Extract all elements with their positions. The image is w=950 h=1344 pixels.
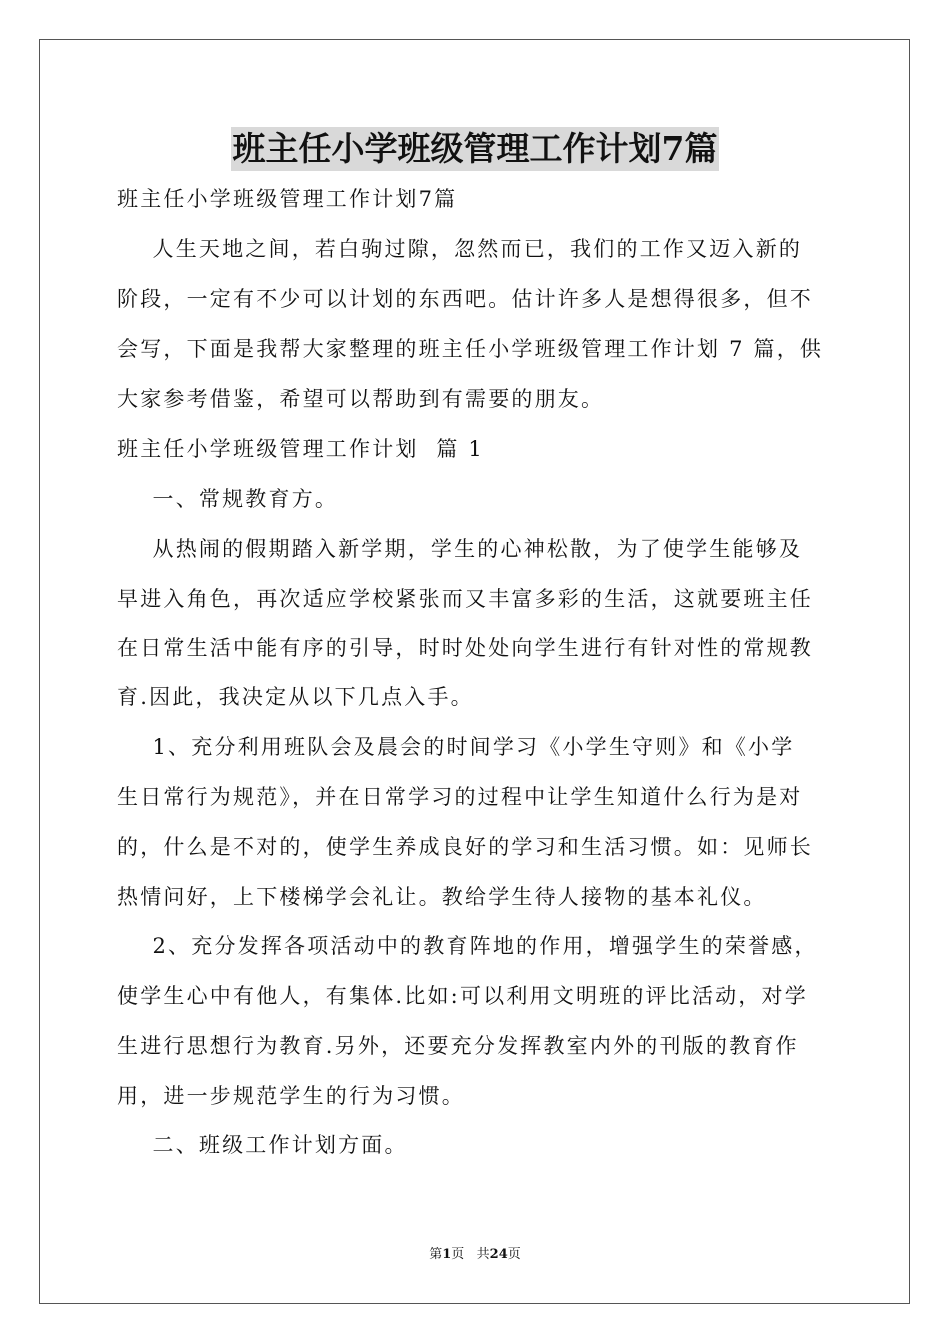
footer-page-suffix: 页 — [507, 1247, 521, 1262]
page-border — [39, 39, 910, 1304]
text-line: 用，进一步规范学生的行为习惯。 — [117, 1084, 465, 1108]
subtitle-line: 班主任小学班级管理工作计划7篇 — [117, 187, 458, 211]
text-line: 在日常生活中能有序的引导，时时处处向学生进行有针对性的常规教 — [117, 636, 813, 660]
document-title: 班主任小学班级管理工作计划7篇 — [231, 127, 720, 171]
text-line: 1、充分利用班队会及晨会的时间学习《小学生守则》和《小学 — [117, 735, 795, 759]
text-line: 一、常规教育方。 — [117, 487, 339, 511]
footer-page-current: 1 — [442, 1247, 452, 1262]
title-wrap — [0, 127, 950, 171]
footer-page-total: 24 — [489, 1247, 508, 1262]
text-line: 二、班级工作计划方面。 — [117, 1133, 408, 1157]
text-line: 使学生心中有他人，有集体.比如:可以利用文明班的评比活动，对学 — [117, 984, 808, 1008]
text-line: 生日常行为规范》，并在日常学习的过程中让学生知道什么行为是对 — [117, 785, 803, 809]
text-line: 的，什么是不对的，使学生养成良好的学习和生活习惯。如：见师长 — [117, 835, 813, 859]
text-line: 阶段，一定有不少可以计划的东西吧。估计许多人是想得很多，但不 — [117, 287, 813, 311]
text-line: 早进入角色，再次适应学校紧张而又丰富多彩的生活，这就要班主任 — [117, 587, 813, 611]
text-line: 大家参考借鉴，希望可以帮助到有需要的朋友。 — [117, 387, 605, 411]
section-heading: 班主任小学班级管理工作计划 篇 1 — [117, 437, 484, 461]
text-line: 会写，下面是我帮大家整理的班主任小学班级管理工作计划 7 篇，供 — [117, 337, 824, 361]
text-line: 育.因此，我决定从以下几点入手。 — [117, 685, 474, 709]
text-line: 热情问好，上下楼梯学会礼让。教给学生待人接物的基本礼仪。 — [117, 885, 767, 909]
text-line: 人生天地之间，若白驹过隙，忽然而已，我们的工作又迈入新的 — [117, 237, 803, 261]
page-footer — [0, 1246, 950, 1264]
text-line: 生进行思想行为教育.另外，还要充分发挥教室内外的刊版的教育作 — [117, 1034, 799, 1058]
footer-page-mid: 页 共 — [451, 1247, 490, 1262]
text-line: 2、充分发挥各项活动中的教育阵地的作用，增强学生的荣誉感， — [117, 934, 818, 958]
text-line: 从热闹的假期踏入新学期，学生的心神松散，为了使学生能够及 — [117, 537, 803, 561]
footer-page-prefix: 第 — [429, 1247, 443, 1262]
